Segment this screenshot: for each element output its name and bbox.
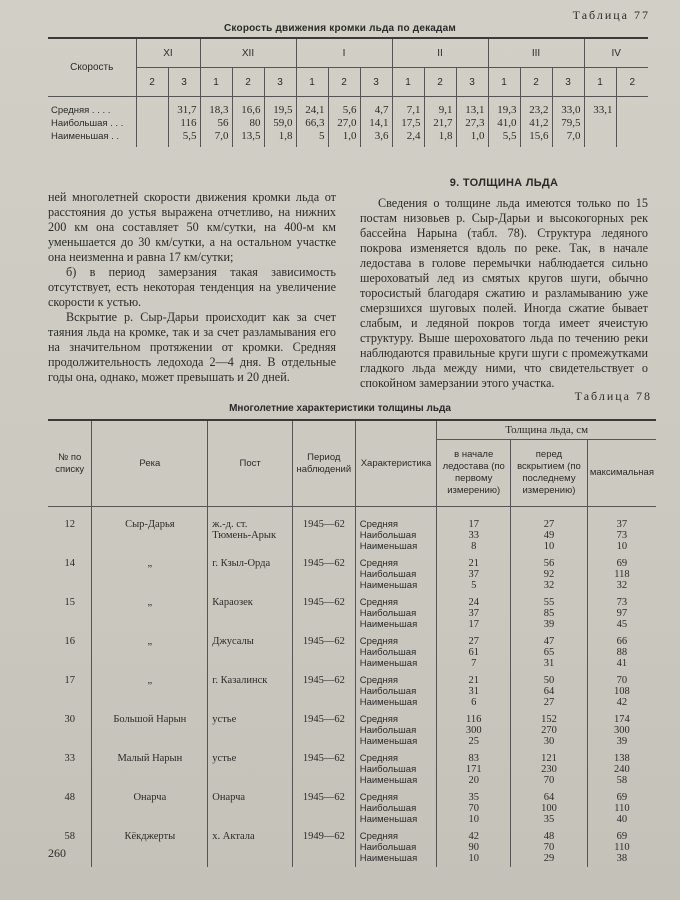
- table-cell: 116: [168, 117, 200, 130]
- post-name: ж.-д. ст. Тюмень-Арык: [208, 507, 293, 556]
- table-cell: [584, 117, 616, 130]
- characteristic-cell: [355, 633, 437, 672]
- characteristic-label: Наименьшая: [359, 853, 418, 864]
- thickness-value: 20: [468, 775, 479, 786]
- period: 1945—62: [292, 750, 355, 789]
- post-name: г. Кзыл-Орда: [208, 555, 293, 594]
- header-before: перед вскрытием (по последнему измерению): [511, 440, 588, 507]
- thickness-value: 37: [468, 569, 479, 580]
- thickness-value: 73: [616, 597, 628, 608]
- characteristic-label: Наименьшая: [359, 619, 418, 630]
- period: 1945—62: [292, 633, 355, 672]
- thickness-max-cell: [587, 633, 656, 672]
- thickness-value: 69: [616, 558, 628, 569]
- thickness-value: 37: [616, 519, 628, 530]
- table-row: [48, 750, 656, 789]
- table-cell: 1,0: [456, 130, 488, 147]
- thickness-start-cell: [437, 555, 511, 594]
- thickness-value: 40: [616, 814, 628, 825]
- thickness-value: 100: [541, 803, 557, 814]
- table-cell: 19,3: [488, 97, 520, 118]
- thickness-value: 108: [614, 686, 630, 697]
- thickness-value: 32: [616, 580, 628, 591]
- thickness-value: 174: [614, 714, 630, 725]
- thickness-value: 35: [543, 814, 555, 825]
- table-row: [48, 828, 656, 867]
- table-cell: 23,2: [520, 97, 552, 118]
- post-name: г. Казалинск: [208, 672, 293, 711]
- thickness-start-cell: [437, 507, 511, 556]
- table-cell: 5,6: [328, 97, 360, 118]
- decade-header: 2: [232, 68, 264, 97]
- table-row: [48, 594, 656, 633]
- decade-header: 3: [552, 68, 584, 97]
- characteristic-label: Наибольшая: [359, 647, 417, 658]
- thickness-value: 24: [468, 597, 479, 608]
- table-cell: 14,1: [360, 117, 392, 130]
- thickness-start-cell: [437, 789, 511, 828]
- thickness-value: 38: [616, 853, 628, 864]
- thickness-max-cell: [587, 507, 656, 556]
- thickness-value: 17: [468, 519, 479, 530]
- table-cell: 5: [296, 130, 328, 147]
- river-name: „: [92, 594, 208, 633]
- thickness-value: 300: [465, 725, 482, 736]
- table-cell: 5,5: [488, 130, 520, 147]
- thickness-value: 69: [616, 792, 628, 803]
- decade-header: 2: [616, 68, 648, 97]
- thickness-value: 27: [543, 697, 555, 708]
- thickness-value: 33: [468, 530, 479, 541]
- paragraph: Сведения о толщине льда имеются только по 15 постам низовьев р. Сыр-Дарьи и высокогорных рек бассейна Нарына (табл. 78). Структура ледяного покрова изменяется вдоль по реке. Так, в начале ледостава в голове перемычки наблюдается сильно шероховатый лед из смятых кругов шуги, обычно торосистый благодаря сжатию и разламыванию уже смерзшихся шуговых полей. Иногда сжатие бывает слабым, и ледяной покров тогда имеет ячеистую структуру. Выше шероховатого льда по течению реки наблюдаются правильные круги шуги с промежутками гладкого льда между ними, что свидетельствует о спокойном замерзании этого участка.: [360, 196, 648, 390]
- thickness-value: 69: [616, 831, 628, 842]
- header-post: Пост: [208, 420, 293, 507]
- thickness-value: 65: [543, 647, 555, 658]
- thickness-value: 30: [543, 736, 555, 747]
- river-name: Большой Нарын: [92, 711, 208, 750]
- thickness-before-cell: [511, 711, 588, 750]
- table-cell: 66,3: [296, 117, 328, 130]
- thickness-max-cell: [587, 672, 656, 711]
- thickness-before-cell: [511, 633, 588, 672]
- thickness-value: 64: [543, 792, 555, 803]
- thickness-value: 49: [543, 530, 555, 541]
- thickness-value: 27: [543, 519, 555, 530]
- table-cell: 1,8: [424, 130, 456, 147]
- river-name: Кёкджерты: [92, 828, 208, 867]
- characteristic-label: Средняя: [359, 831, 398, 842]
- characteristic-label: Средняя: [359, 675, 398, 686]
- thickness-before-cell: [511, 672, 588, 711]
- thickness-value: 25: [468, 736, 479, 747]
- post-name: устье: [208, 711, 293, 750]
- table-cell: 27,0: [328, 117, 360, 130]
- thickness-value: 230: [541, 764, 557, 775]
- table-cell: 16,6: [232, 97, 264, 118]
- page-number: 260: [48, 846, 66, 860]
- table-cell: 31,7: [168, 97, 200, 118]
- paragraph: Вскрытие р. Сыр-Дарьи происходит как за счет таяния льда на кромке, так и за счет разламывания его на значительном протяжении от кромки. Средняя продолжительность ледохода 2—4 дня. В отдельные годы она, однако, может превышать и 20 дней.: [48, 310, 336, 384]
- characteristic-cell: [355, 594, 437, 633]
- table-cell: 59,0: [264, 117, 296, 130]
- table-cell: 21,7: [424, 117, 456, 130]
- table-row: [48, 633, 656, 672]
- characteristic-cell: [355, 711, 437, 750]
- characteristic-label: Наибольшая: [359, 803, 417, 814]
- row-label: Наименьшая . .: [51, 131, 120, 142]
- table-cell: 2,4: [392, 130, 424, 147]
- header-start: в начале ледостава (по первому измерению): [437, 440, 511, 507]
- row-number: 48: [64, 792, 75, 803]
- characteristic-label: Наибольшая: [359, 569, 417, 580]
- decade-header: 3: [456, 68, 488, 97]
- thickness-value: 90: [468, 842, 479, 853]
- row-label: Наибольшая . . .: [51, 118, 124, 129]
- thickness-value: 42: [616, 697, 628, 708]
- river-name: „: [92, 555, 208, 594]
- table-cell: 41,2: [520, 117, 552, 130]
- decade-header: 1: [584, 68, 616, 97]
- table-cell: [616, 97, 648, 118]
- thickness-value: 70: [543, 842, 555, 853]
- period: 1945—62: [292, 555, 355, 594]
- thickness-value: 64: [543, 686, 555, 697]
- decade-header: 1: [392, 68, 424, 97]
- table-cell: 79,5: [552, 117, 584, 130]
- thickness-value: 17: [468, 619, 479, 630]
- thickness-before-cell: [511, 507, 588, 556]
- thickness-value: 21: [468, 558, 479, 569]
- thickness-value: 85: [543, 608, 555, 619]
- characteristic-cell: [355, 672, 437, 711]
- thickness-max-cell: [587, 711, 656, 750]
- characteristic-cell: [355, 828, 437, 867]
- decade-header: 2: [136, 68, 168, 97]
- thickness-value: 56: [543, 558, 555, 569]
- table-cell: 56: [200, 117, 232, 130]
- period: 1945—62: [292, 672, 355, 711]
- post-name: Джусалы: [208, 633, 293, 672]
- thickness-value: 152: [541, 714, 557, 725]
- decade-header: 2: [328, 68, 360, 97]
- table-78-label: Таблица 78: [574, 389, 652, 403]
- thickness-max-cell: [587, 828, 656, 867]
- thickness-value: 27: [468, 636, 479, 647]
- table-row: [48, 711, 656, 750]
- thickness-value: 97: [616, 608, 628, 619]
- month-header: III: [488, 38, 584, 68]
- thickness-value: 35: [468, 792, 479, 803]
- table-cell: 9,1: [424, 97, 456, 118]
- month-header: XI: [136, 38, 200, 68]
- thickness-value: 31: [543, 658, 555, 669]
- characteristic-label: Наименьшая: [359, 580, 418, 591]
- period: 1945—62: [292, 594, 355, 633]
- thickness-value: 45: [616, 619, 628, 630]
- characteristic-cell: [355, 507, 437, 556]
- thickness-value: 70: [543, 775, 555, 786]
- thickness-value: 116: [466, 714, 482, 725]
- characteristic-label: Наименьшая: [359, 775, 418, 786]
- table-cell: 24,1: [296, 97, 328, 118]
- thickness-value: 48: [543, 831, 555, 842]
- thickness-value: 42: [468, 831, 479, 842]
- table-cell: 27,3: [456, 117, 488, 130]
- speed-header: Скорость: [48, 38, 136, 97]
- row-label: Средняя . . . .: [51, 105, 111, 116]
- table-row: [48, 789, 656, 828]
- thickness-value: 31: [468, 686, 479, 697]
- header-characteristic: Характеристика: [355, 420, 437, 507]
- header-river: Река: [92, 420, 208, 507]
- thickness-value: 47: [543, 636, 555, 647]
- row-number: 16: [64, 636, 75, 647]
- thickness-value: 171: [465, 764, 482, 775]
- decade-header: 1: [296, 68, 328, 97]
- thickness-before-cell: [511, 594, 588, 633]
- table-77-title: Скорость движения кромки льда по декадам: [224, 23, 456, 34]
- post-name: Онарча: [208, 789, 293, 828]
- thickness-value: 10: [543, 541, 555, 552]
- thickness-value: 110: [614, 842, 630, 853]
- thickness-value: 37: [468, 608, 479, 619]
- characteristic-label: Наибольшая: [359, 764, 417, 775]
- characteristic-label: Наибольшая: [359, 725, 417, 736]
- left-text-column: [48, 190, 336, 385]
- period: 1949—62: [292, 828, 355, 867]
- table-78-title: Многолетние характеристики толщины льда: [229, 403, 451, 414]
- thickness-value: 6: [471, 697, 477, 708]
- table-row: [48, 507, 656, 556]
- thickness-value: 29: [543, 853, 555, 864]
- characteristic-label: Средняя: [359, 714, 398, 725]
- thickness-max-cell: [587, 594, 656, 633]
- thickness-value: 121: [541, 753, 557, 764]
- header-max: максимальная: [587, 440, 656, 507]
- thickness-value: 7: [471, 658, 477, 669]
- table-row: [48, 97, 648, 118]
- characteristic-label: Наибольшая: [359, 530, 417, 541]
- characteristic-label: Наименьшая: [359, 658, 418, 669]
- decade-header: 1: [488, 68, 520, 97]
- characteristic-cell: [355, 750, 437, 789]
- thickness-value: 70: [616, 675, 628, 686]
- thickness-value: 32: [543, 580, 555, 591]
- header-period: Период наблюдений: [292, 420, 355, 507]
- thickness-value: 21: [468, 675, 479, 686]
- month-header: II: [392, 38, 488, 68]
- thickness-value: 61: [468, 647, 479, 658]
- characteristic-cell: [355, 555, 437, 594]
- characteristic-label: Средняя: [359, 519, 398, 530]
- thickness-value: 73: [616, 530, 628, 541]
- thickness-max-cell: [587, 750, 656, 789]
- table-cell: 15,6: [520, 130, 552, 147]
- table-cell: [136, 97, 168, 118]
- thickness-value: 41: [616, 658, 628, 669]
- post-name: х. Актала: [208, 828, 293, 867]
- row-number: 12: [64, 519, 75, 530]
- table-77: [48, 37, 648, 147]
- characteristic-label: Средняя: [359, 636, 398, 647]
- thickness-value: 92: [543, 569, 555, 580]
- thickness-before-cell: [511, 828, 588, 867]
- river-name: Сыр-Дарья: [92, 507, 208, 556]
- table-cell: 17,5: [392, 117, 424, 130]
- thickness-start-cell: [437, 633, 511, 672]
- river-name: „: [92, 633, 208, 672]
- period: 1945—62: [292, 789, 355, 828]
- thickness-start-cell: [437, 711, 511, 750]
- thickness-value: 5: [471, 580, 477, 591]
- thickness-value: 8: [471, 541, 477, 552]
- thickness-value: 240: [614, 764, 630, 775]
- row-number: 17: [64, 675, 75, 686]
- table-cell: [616, 130, 648, 147]
- thickness-value: 55: [543, 597, 555, 608]
- table-row: [48, 117, 648, 130]
- table-77-label: Таблица 77: [572, 8, 650, 22]
- decade-header: 3: [168, 68, 200, 97]
- period: 1945—62: [292, 507, 355, 556]
- table-cell: 7,1: [392, 97, 424, 118]
- decade-header: 3: [264, 68, 296, 97]
- table-cell: 13,5: [232, 130, 264, 147]
- table-cell: 33,1: [584, 97, 616, 118]
- thickness-value: 88: [616, 647, 628, 658]
- row-number: 30: [64, 714, 75, 725]
- characteristic-cell: [355, 789, 437, 828]
- characteristic-label: Наибольшая: [359, 842, 417, 853]
- table-cell: 13,1: [456, 97, 488, 118]
- table-cell: 19,5: [264, 97, 296, 118]
- thickness-value: 10: [468, 814, 479, 825]
- table-78: [48, 419, 656, 867]
- section-title: 9. ТОЛЩИНА ЛЬДА: [449, 177, 559, 189]
- river-name: Онарча: [92, 789, 208, 828]
- thickness-value: 66: [616, 636, 628, 647]
- characteristic-label: Наибольшая: [359, 608, 417, 619]
- thickness-value: 58: [616, 775, 628, 786]
- thickness-value: 118: [614, 569, 630, 580]
- row-number: 15: [64, 597, 75, 608]
- thickness-value: 39: [616, 736, 628, 747]
- post-name: устье: [208, 750, 293, 789]
- month-header: IV: [584, 38, 648, 68]
- table-cell: 33,0: [552, 97, 584, 118]
- thickness-max-cell: [587, 555, 656, 594]
- characteristic-label: Средняя: [359, 558, 398, 569]
- characteristic-label: Наименьшая: [359, 541, 418, 552]
- month-header: XII: [200, 38, 296, 68]
- table-cell: 1,8: [264, 130, 296, 147]
- thickness-value: 50: [543, 675, 555, 686]
- characteristic-label: Средняя: [359, 753, 398, 764]
- period: 1945—62: [292, 711, 355, 750]
- table-cell: 1,0: [328, 130, 360, 147]
- characteristic-label: Средняя: [359, 597, 398, 608]
- table-cell: 18,3: [200, 97, 232, 118]
- header-num: № по списку: [48, 420, 92, 507]
- thickness-start-cell: [437, 750, 511, 789]
- thickness-before-cell: [511, 789, 588, 828]
- table-cell: 7,0: [200, 130, 232, 147]
- characteristic-label: Наименьшая: [359, 814, 418, 825]
- table-cell: 4,7: [360, 97, 392, 118]
- table-cell: [616, 117, 648, 130]
- thickness-start-cell: [437, 594, 511, 633]
- thickness-value: 300: [614, 725, 630, 736]
- decade-header: 1: [200, 68, 232, 97]
- row-number: 33: [64, 753, 75, 764]
- thickness-value: 110: [614, 803, 630, 814]
- thickness-value: 39: [543, 619, 555, 630]
- right-text-column: [360, 176, 648, 391]
- thickness-value: 70: [468, 803, 479, 814]
- thickness-value: 270: [541, 725, 557, 736]
- thickness-max-cell: [587, 789, 656, 828]
- row-number: 58: [64, 831, 75, 842]
- paragraph: б) в период замерзания такая зависимость отсутствует, есть некоторая тенденция на увеличение скорости к устью.: [48, 265, 336, 309]
- characteristic-label: Наибольшая: [359, 686, 417, 697]
- characteristic-label: Средняя: [359, 792, 398, 803]
- river-name: Малый Нарын: [92, 750, 208, 789]
- table-cell: [136, 117, 168, 130]
- header-thickness: Толщина льда, см: [437, 420, 656, 440]
- table-cell: [584, 130, 616, 147]
- table-row: [48, 672, 656, 711]
- table-cell: 5,5: [168, 130, 200, 147]
- table-cell: 80: [232, 117, 264, 130]
- table-row: [48, 555, 656, 594]
- thickness-value: 138: [614, 753, 630, 764]
- characteristic-label: Наименьшая: [359, 736, 418, 747]
- thickness-before-cell: [511, 555, 588, 594]
- decade-header: 3: [360, 68, 392, 97]
- paragraph: ней многолетней скорости движения кромки льда от расстояния до устья выражена отчетливо, на нижних 200 км она составляет 50 км/сутки, на 400-м км уменьшается до 30 км/сутки, а на остальном участке она неизменна и равна 17 км/сутки;: [48, 190, 336, 264]
- table-cell: 3,6: [360, 130, 392, 147]
- month-header: I: [296, 38, 392, 68]
- decade-header: 2: [424, 68, 456, 97]
- table-cell: [136, 130, 168, 147]
- thickness-value: 10: [616, 541, 628, 552]
- river-name: „: [92, 672, 208, 711]
- row-number: 14: [64, 558, 75, 569]
- thickness-before-cell: [511, 750, 588, 789]
- thickness-value: 10: [468, 853, 479, 864]
- table-cell: 41,0: [488, 117, 520, 130]
- thickness-start-cell: [437, 672, 511, 711]
- table-cell: 7,0: [552, 130, 584, 147]
- thickness-value: 83: [468, 753, 479, 764]
- characteristic-label: Наименьшая: [359, 697, 418, 708]
- table-row: [48, 130, 648, 147]
- post-name: Караозек: [208, 594, 293, 633]
- thickness-start-cell: [437, 828, 511, 867]
- decade-header: 2: [520, 68, 552, 97]
